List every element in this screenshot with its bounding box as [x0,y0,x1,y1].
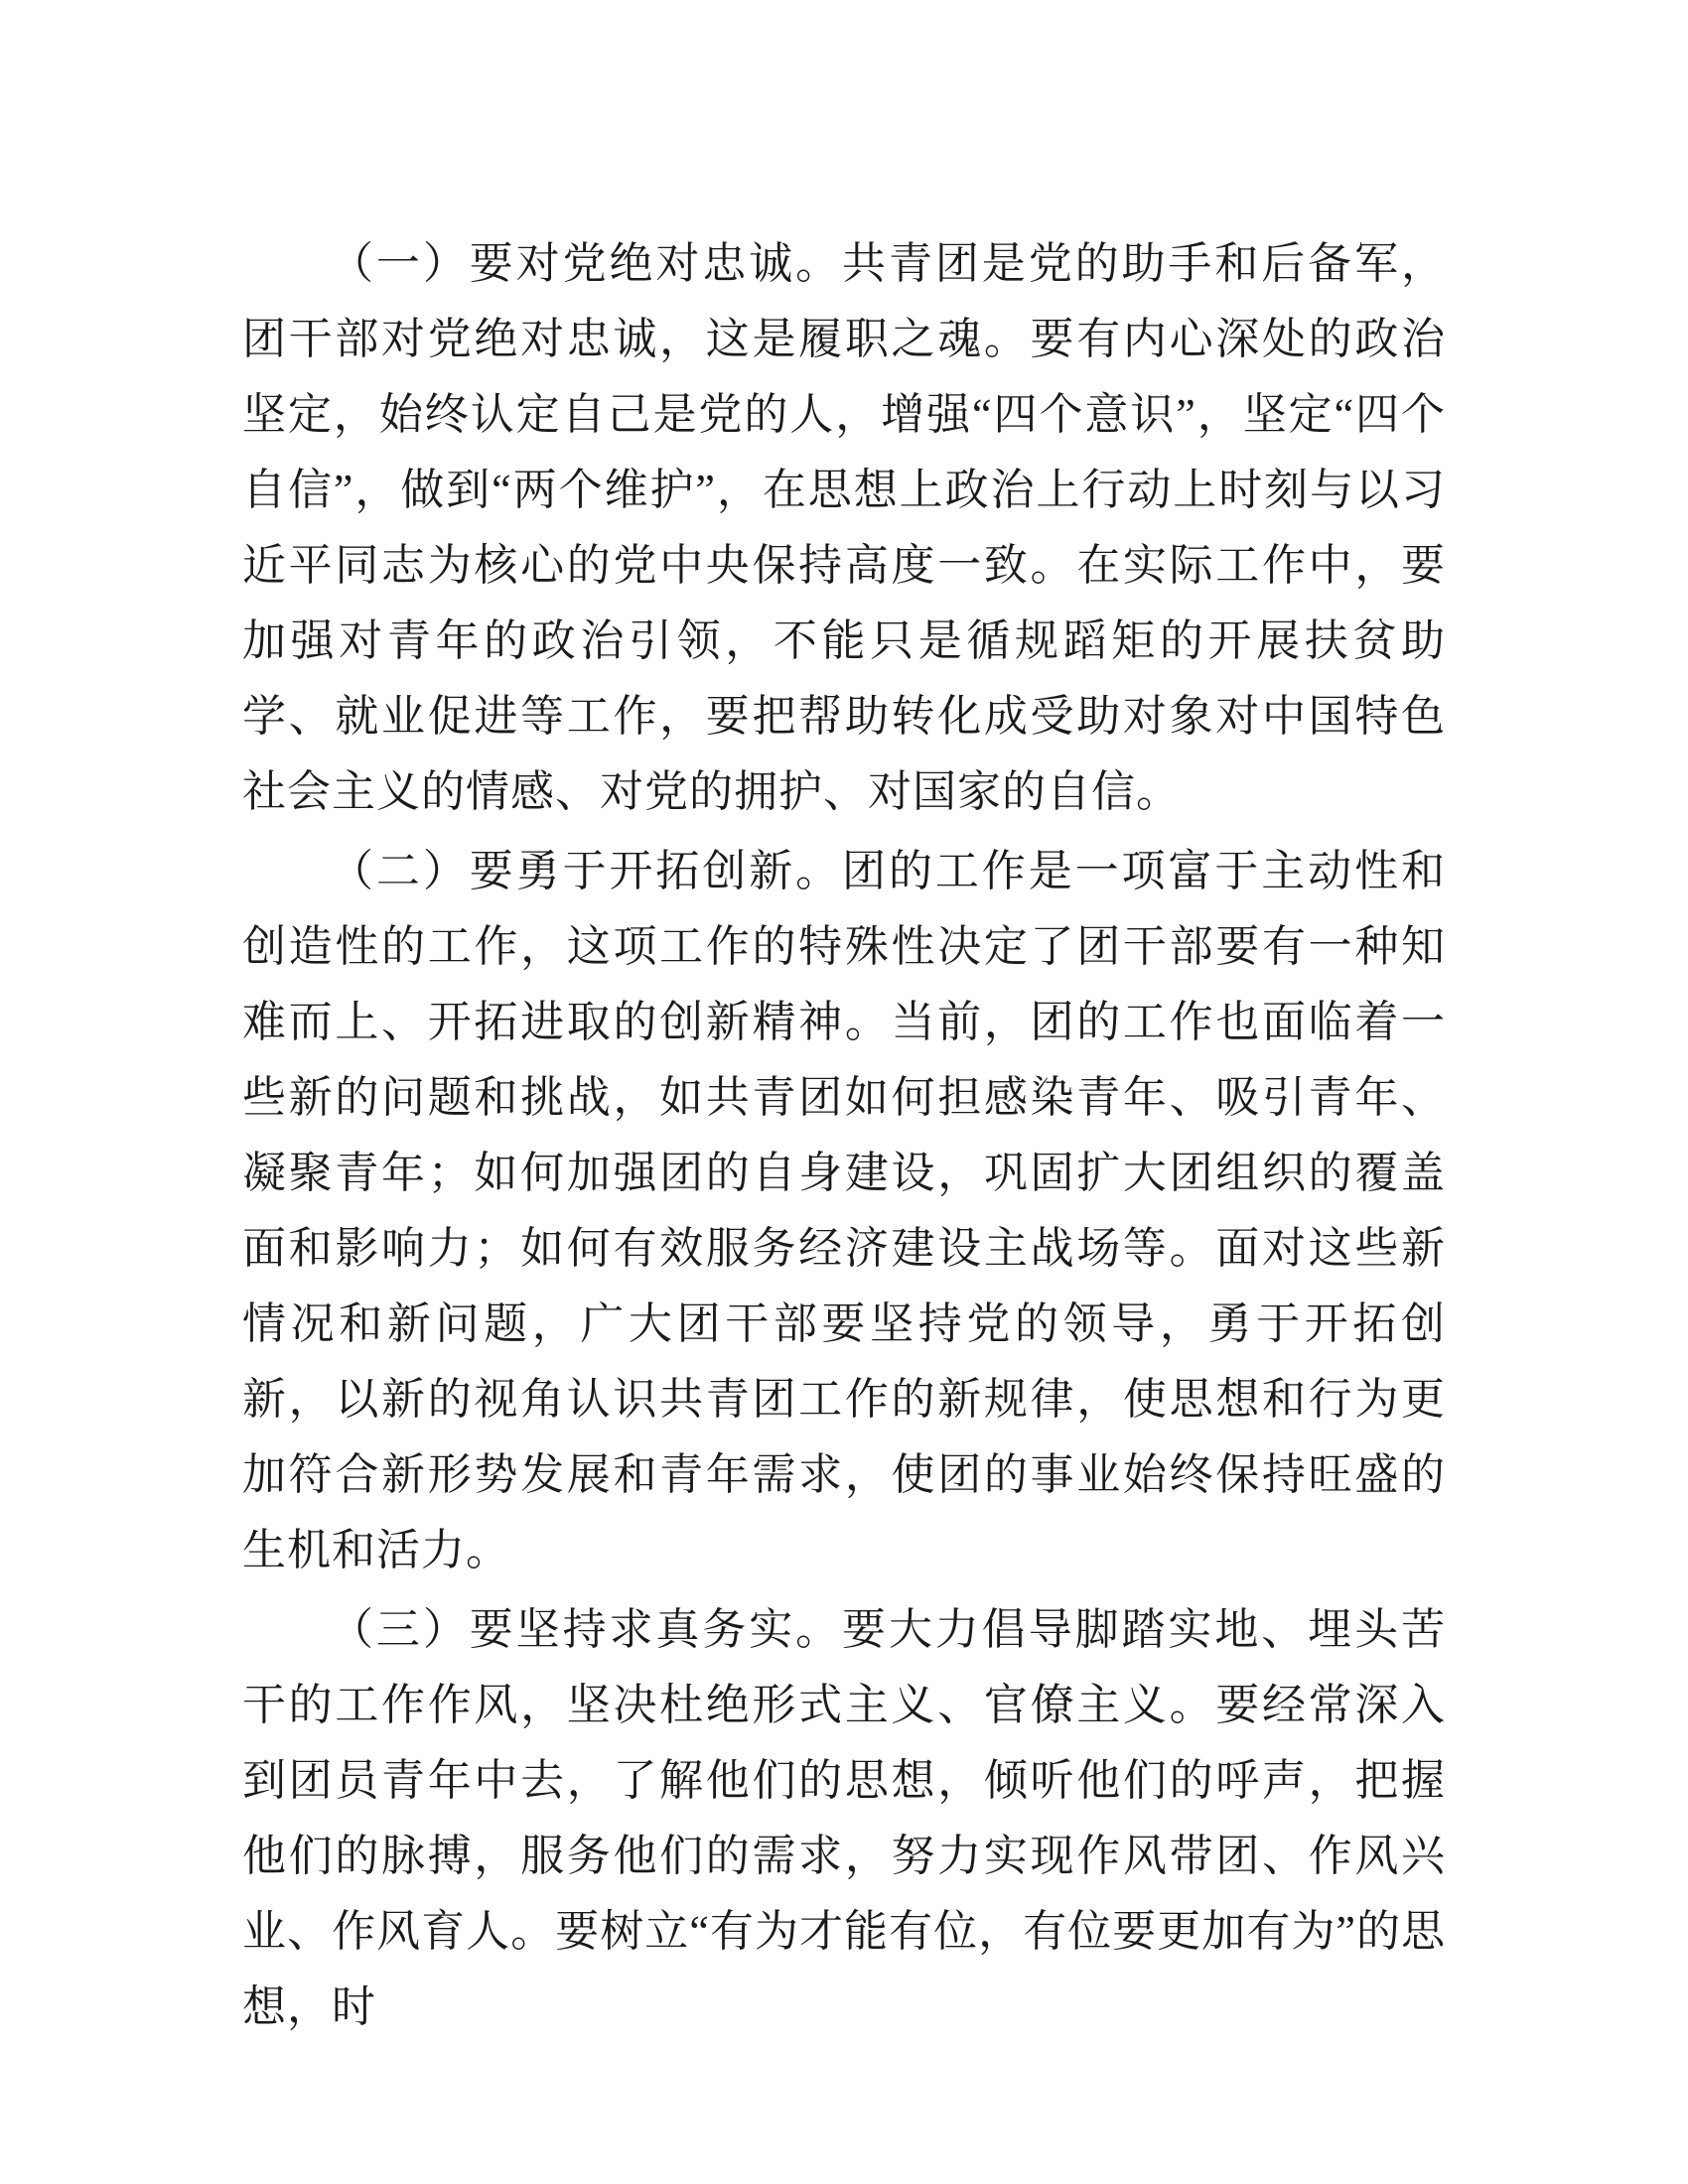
paragraph-pioneering-innovation: （二）要勇于开拓创新。团的工作是一项富于主动性和创造性的工作，这项工作的特殊性决定了团干部要有一种知难而上、开拓进取的创新精神。当前，团的工作也面临着一些新的问题和挑战，如共青团如何担感染青年、吸引青年、凝聚青年；如何加强团的自身建设，巩固扩大团组织的覆盖面和影响力；如何有效服务经济建设主战场等。面对这些新情况和新问题，广大团干部要坚持党的领导，勇于开拓创新，以新的视角认识共青团工作的新规律，使思想和行为更加符合新形势发展和青年需求，使团的事业始终保持旺盛的生机和活力。 [242,847,1446,1574]
paragraph-loyalty-to-party: （一）要对党绝对忠诚。共青团是党的助手和后备军，团干部对党绝对忠诚，这是履职之魂。要有内心深处的政治坚定，始终认定自己是党的人，增强“四个意识”，坚定“四个自信”，做到“两个维护”，在思想上政治上行动上时刻与以习近平同志为核心的党中央保持高度一致。在实际工作中，要加强对青年的政治引领，不能只是循规蹈矩的开展扶贫助学、就业促进等工作，要把帮助转化成受助对象对中国特色社会主义的情感、对党的拥护、对国家的自信。 [242,239,1446,816]
paragraph-pragmatism: （三）要坚持求真务实。要大力倡导脚踏实地、埋头苦干的工作作风，坚决杜绝形式主义、官僚主义。要经常深入到团员青年中去，了解他们的思想，倾听他们的呼声，把握他们的脉搏，服务他们的需求，努力实现作风带团、作风兴业、作风育人。要树立“有为才能有位，有位要更加有为”的思想，时 [242,1605,1446,2031]
